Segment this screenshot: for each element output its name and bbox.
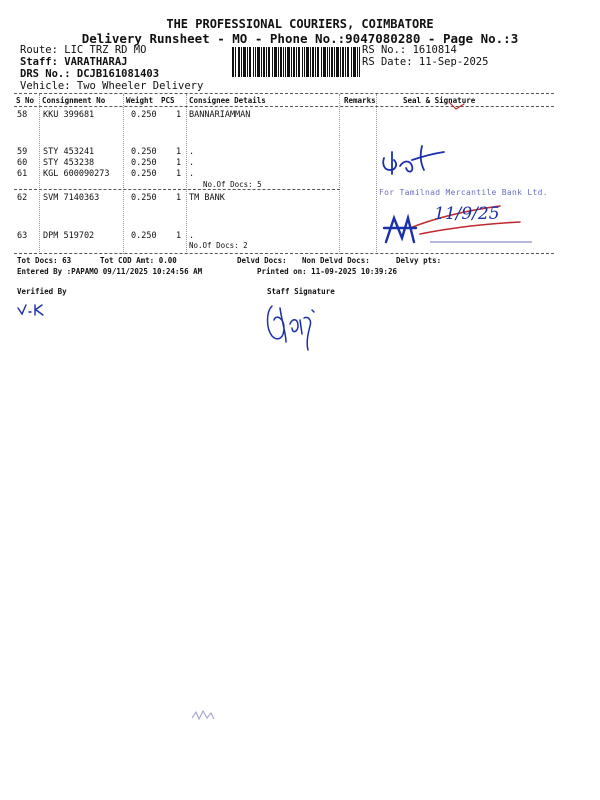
bank-stamp-text: For Tamilnad Mercantile Bank Ltd.	[379, 188, 548, 197]
staff-signature-label: Staff Signature	[267, 287, 335, 296]
row-consignment: KGL 600090273	[43, 169, 110, 179]
verified-initials-signature-icon	[16, 302, 64, 318]
row-consignment: KKU 399681	[43, 110, 95, 120]
entered-by: Entered By :PAPAMO 09/11/2025 10:24:56 AM	[17, 267, 203, 276]
col-header-remarks: Remarks	[344, 96, 376, 105]
col-header-consignee: Consignee Details	[189, 96, 266, 105]
col-header-weight: Weight	[126, 96, 154, 105]
col-header-consignment: Consignment No	[42, 96, 106, 105]
table-bottom-rule	[14, 253, 554, 254]
row-consignment: STY 453241	[43, 147, 95, 157]
tot-cod-amount: Tot COD Amt: 0.00	[100, 256, 177, 265]
printed-on: Printed on: 11-09-2025 10:39:26	[257, 267, 397, 276]
row-pcs: 1	[176, 193, 182, 203]
non-delivered-docs: Non Delvd Docs:	[302, 256, 370, 265]
row-sno: 63	[17, 231, 28, 241]
row-consignee: BANNARIAMMAN	[189, 110, 251, 120]
table-top-rule	[14, 93, 554, 94]
row-pcs: 1	[176, 110, 182, 120]
receiver-signature-icon	[378, 140, 450, 180]
staff-signature-icon	[262, 298, 324, 354]
row-sno: 60	[17, 158, 28, 168]
delivered-docs: Delvd Docs:	[237, 256, 287, 265]
row-consignment: STY 453238	[43, 158, 95, 168]
row-sno: 61	[17, 169, 28, 179]
row-pcs: 1	[176, 169, 182, 179]
col-header-pcs: PCS	[161, 96, 175, 105]
verified-by-label: Verified By	[17, 287, 67, 296]
vehicle-label: Vehicle: Two Wheeler Delivery	[20, 80, 204, 92]
row-consignee: TM BANK	[189, 193, 225, 203]
col-separator	[123, 94, 124, 254]
row-weight: 0.250	[131, 147, 157, 157]
row-weight: 0.250	[131, 169, 157, 179]
col-separator	[186, 94, 187, 254]
drs-number: DRS No.: DCJB161081403	[20, 68, 160, 80]
company-name: THE PROFESSIONAL COURIERS, COIMBATORE	[166, 17, 434, 31]
rs-number: RS No.: 1610814	[362, 44, 457, 56]
row-weight: 0.250	[131, 158, 157, 168]
row-sno: 59	[17, 147, 28, 157]
col-header-seal: Seal & Signature	[403, 96, 476, 105]
row-weight: 0.250	[131, 193, 157, 203]
handwritten-date: 11/9/25	[434, 204, 500, 224]
group-doc-count: No.Of Docs: 5	[203, 180, 262, 189]
tot-docs: Tot Docs: 63	[17, 256, 72, 265]
route-label: Route: LIC TRZ RD MO	[20, 44, 147, 56]
runsheet-title: Delivery Runsheet - MO - Phone No.:9047080280 - Page No.:3	[81, 31, 519, 46]
col-separator	[376, 94, 377, 254]
row-weight: 0.250	[131, 231, 157, 241]
staff-label: Staff: VARATHARAJ	[20, 56, 128, 68]
check-mark-icon	[448, 100, 468, 112]
group-doc-count: No.Of Docs: 2	[189, 241, 248, 250]
row-consignee: .	[189, 169, 195, 179]
row-consignment: SVM 7140363	[43, 193, 100, 203]
row-sno: 58	[17, 110, 28, 120]
col-header-sno: S No	[16, 96, 35, 105]
row-sno: 62	[17, 193, 28, 203]
row-pcs: 1	[176, 158, 182, 168]
row-consignee: .	[189, 158, 195, 168]
scan-mark-icon	[190, 708, 218, 722]
barcode-icon	[232, 47, 360, 77]
col-separator	[39, 94, 40, 254]
row-consignee: .	[189, 147, 195, 157]
table-header-rule	[14, 106, 554, 107]
group-rule	[14, 189, 340, 190]
col-separator	[339, 94, 340, 254]
row-pcs: 1	[176, 231, 182, 241]
row-pcs: 1	[176, 147, 182, 157]
rs-date: RS Date: 11-Sep-2025	[362, 56, 489, 68]
delivery-points: Delvy pts:	[396, 256, 442, 265]
row-consignment: DPM 519702	[43, 231, 95, 241]
row-weight: 0.250	[131, 110, 157, 120]
row-consignee: .	[189, 231, 195, 241]
